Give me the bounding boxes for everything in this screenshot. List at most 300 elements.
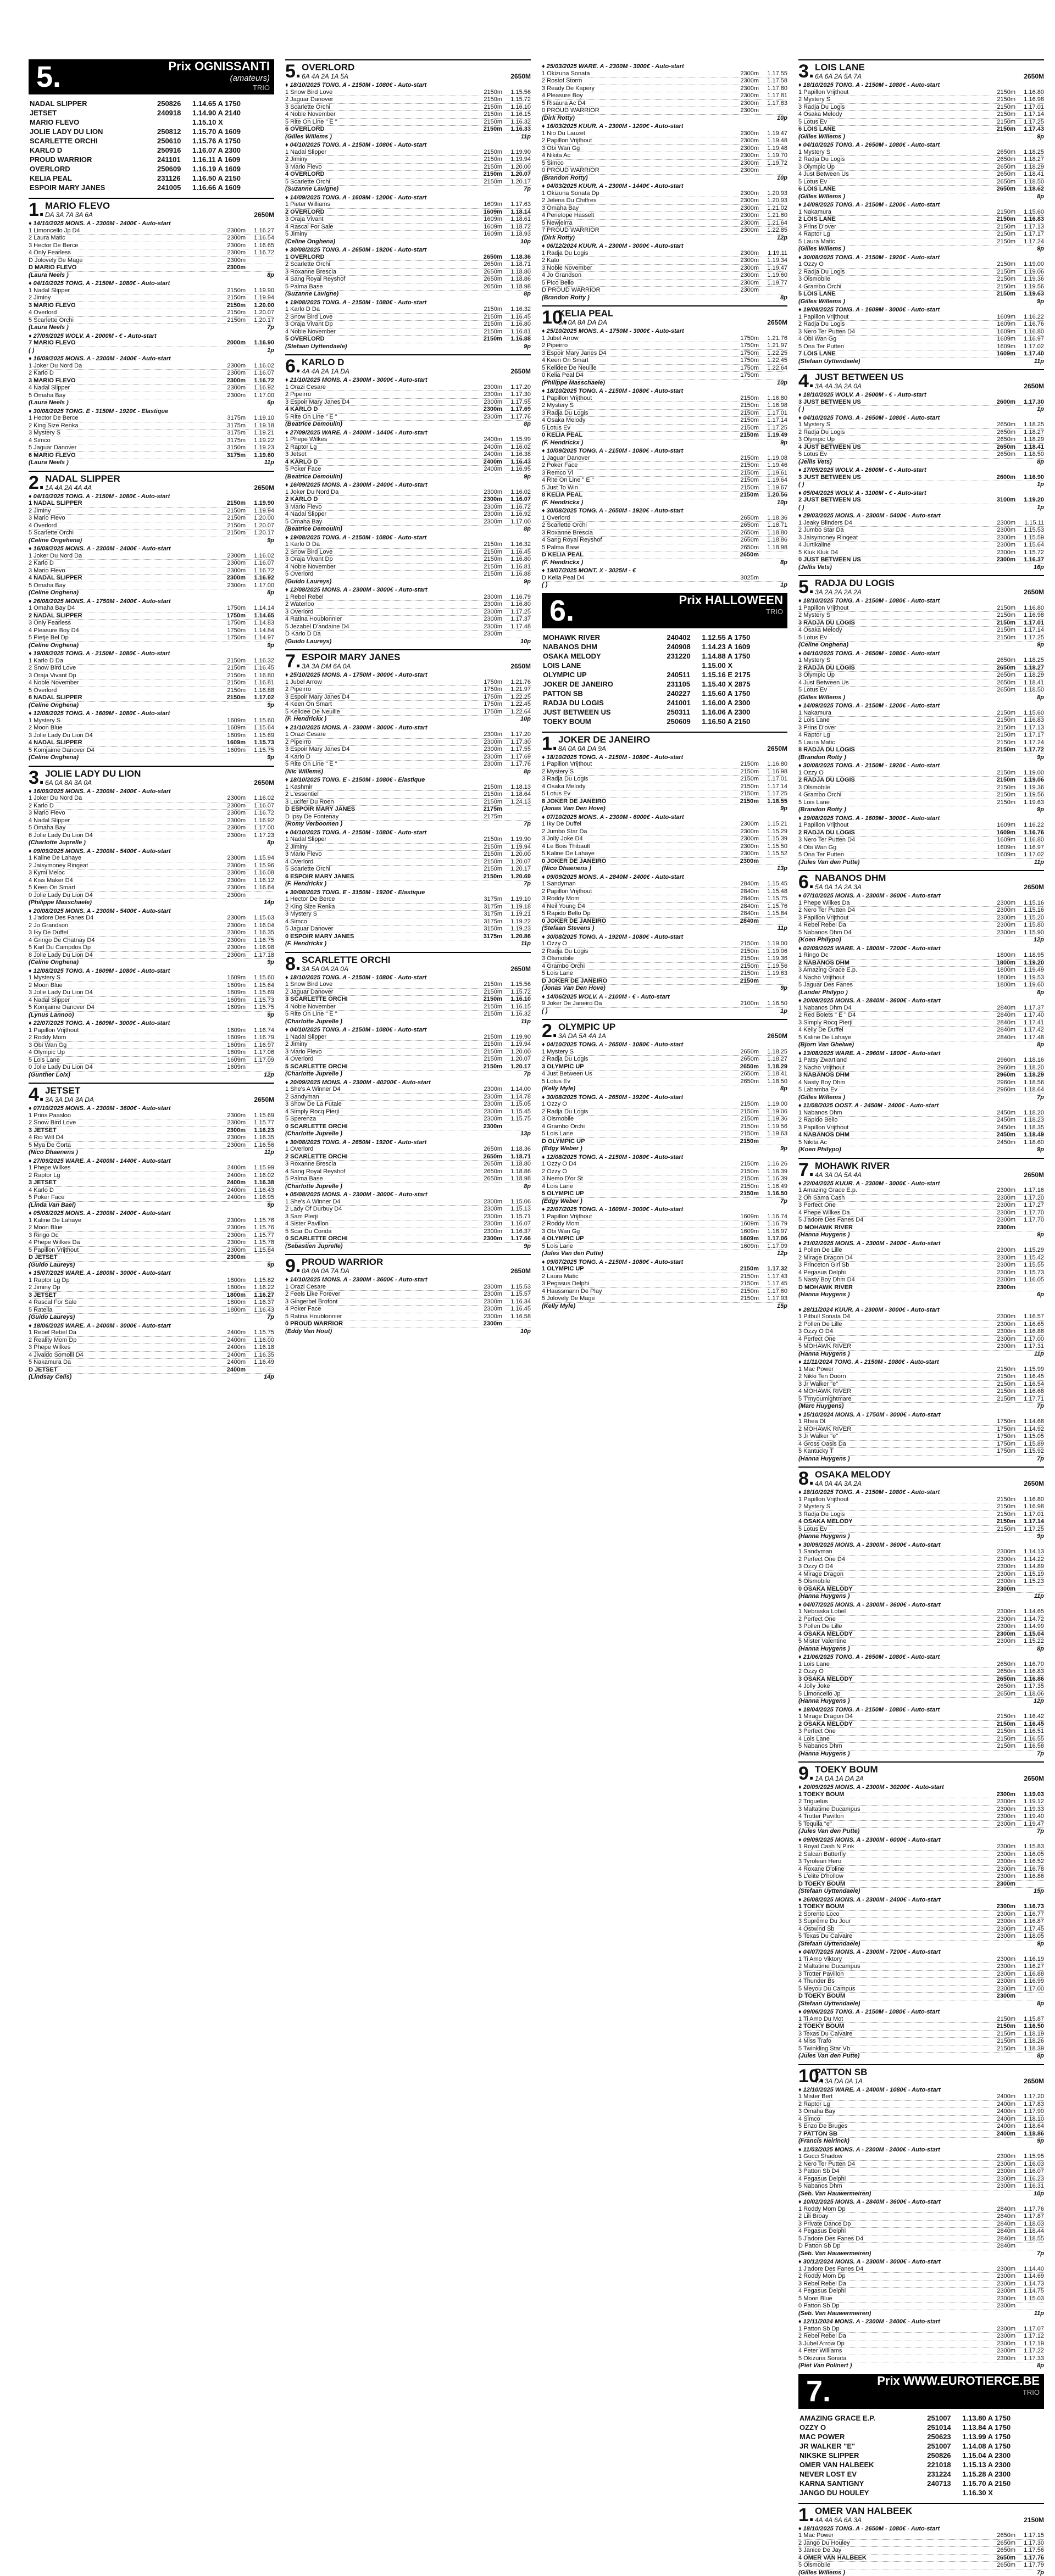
finisher-time: 1.19.61 — [759, 470, 787, 477]
finisher: 3 SCARLETTE ORCHI — [285, 996, 475, 1003]
finisher: 5 Scar Du Corida — [285, 1228, 475, 1235]
finisher-time: 1.15.92 — [1015, 1448, 1044, 1455]
finisher-time: 1.18.25 — [759, 1049, 787, 1056]
finisher-distance: 2150m — [475, 149, 502, 156]
finisher-distance: 2300m — [218, 1119, 246, 1127]
finisher-time: 1.20.17 — [246, 317, 274, 324]
finisher-time: 1.20.07 — [502, 858, 531, 866]
horse-header — [798, 1161, 1044, 1179]
finisher-distance: 2840m — [988, 2206, 1015, 2213]
finisher-time: 1.17.70 — [1015, 1217, 1044, 1224]
finisher-time: 1.15.64 — [1015, 542, 1044, 549]
past-race-footer — [285, 821, 531, 828]
finisher-distance: 2150m — [731, 470, 759, 477]
finisher: D JETSET — [29, 1367, 218, 1374]
past-race-line — [285, 739, 531, 746]
result-horse: KARLO D — [29, 146, 156, 155]
finisher-distance: 1800m — [988, 974, 1015, 982]
finisher: D TOEKY BOUM — [798, 1881, 988, 1888]
finisher-time: 1.15.64 — [246, 724, 274, 732]
finisher-time: 1.16.45 — [502, 549, 531, 556]
finisher-time: 1.15.95 — [1015, 2153, 1044, 2160]
finisher-time: 1.19.72 — [759, 160, 787, 167]
finisher-distance: 2150m — [731, 790, 759, 798]
finisher-time: 1.16.32 — [246, 657, 274, 665]
finisher: 3 Overlord — [285, 609, 475, 616]
finisher: 3 Obi Wan Gg — [542, 145, 731, 152]
finisher-time: 1.17.15 — [1015, 2532, 1044, 2539]
finisher-time: 1.16.52 — [1015, 1858, 1044, 1865]
finisher: 5 Pico Bello — [542, 280, 731, 287]
finisher: 6 Jolie Lady Du Lion D4 — [29, 832, 218, 839]
horse-music: 0A 0A 0A 7A DA — [302, 1267, 510, 1275]
finisher-distance: 2300m — [988, 1918, 1015, 1925]
driver: ( ) — [542, 1008, 780, 1015]
past-race-line — [29, 1337, 274, 1345]
finisher-distance: 2150m — [988, 238, 1015, 246]
finisher-distance: 2300m — [731, 145, 759, 152]
finisher-time: 1.19.12 — [1015, 1798, 1044, 1805]
finisher: 5 Nabanos Dhm — [798, 2183, 988, 2190]
horse-entry — [798, 369, 1044, 571]
past-race-line — [542, 342, 787, 350]
field-size: 11p — [521, 1018, 531, 1025]
finisher-time: 1.16.23 — [1015, 2176, 1044, 2183]
finisher: 2 Jaisymoney Ringeat — [29, 862, 218, 869]
past-race-footer — [798, 1750, 1044, 1758]
past-race-footer — [542, 985, 787, 992]
horse-name-block — [815, 2067, 1024, 2085]
finisher-distance: 2650m — [988, 156, 1015, 163]
finisher-distance: 2650m — [988, 687, 1015, 694]
finisher-distance: 2300m — [475, 616, 502, 623]
horse-name-block — [302, 955, 510, 973]
finisher-time: 1.14.65 — [1015, 1608, 1044, 1615]
result-horse: AMAZING GRACE E.P. — [798, 2413, 926, 2423]
past-race-line — [798, 2532, 1044, 2540]
finisher: 2 JUST BETWEEN US — [798, 497, 988, 504]
finisher-distance: 2300m — [475, 406, 502, 413]
finisher: 1 Phepe Wilkes — [285, 436, 475, 443]
column-3 — [542, 59, 787, 1619]
past-race-footer — [798, 193, 1044, 200]
finisher-time: 1.19.90 — [502, 836, 531, 843]
finisher-time: 1.17.30 — [502, 739, 531, 746]
past-race-line — [798, 1578, 1044, 1586]
finisher-distance: 2150m — [475, 784, 502, 791]
past-race — [798, 1897, 1044, 1948]
race-subtitle: (amateurs) — [69, 74, 270, 83]
finisher-distance: 2300m — [731, 100, 759, 107]
finisher-time: 1.16.75 — [246, 937, 274, 944]
finisher-distance: 2300m — [988, 2176, 1015, 2183]
finisher-distance: 2300m — [731, 85, 759, 92]
past-race-footer — [285, 1243, 531, 1250]
finisher-time: 1.19.33 — [1015, 1806, 1044, 1813]
past-race — [285, 247, 531, 298]
finisher-distance: 2650m — [988, 657, 1015, 664]
finisher: 5 Overlord — [285, 571, 475, 578]
finisher: D MOHAWK RIVER — [798, 1284, 988, 1291]
finisher-time: 1.17.06 — [246, 1049, 274, 1056]
past-race-footer — [29, 347, 274, 354]
finisher-distance: 2300m — [988, 2333, 1015, 2340]
finisher: 2 Laura Matic — [29, 235, 218, 242]
horse-entry — [798, 1761, 1044, 2060]
finisher-time: 1.20.07 — [246, 522, 274, 529]
field-size: 7p — [524, 821, 531, 828]
finisher-distance: 2150m — [988, 231, 1015, 238]
past-race-header: ♦ 18/10/2025 TONG. A - 2150M - 1080€ - Auto-start — [285, 974, 531, 982]
past-race-line — [798, 1918, 1044, 1926]
past-race-line — [798, 1381, 1044, 1389]
past-race-header: ♦ 30/08/2025 TONG. A - 2150M - 1920€ - Auto-start — [798, 254, 1044, 261]
finisher-time: 1.16.77 — [1015, 1911, 1044, 1918]
finisher-distance: 2150m — [475, 571, 502, 578]
past-race-line — [798, 1109, 1044, 1117]
finisher-distance: 2150m — [475, 306, 502, 313]
finisher: 2 Perfect One D4 — [798, 1556, 988, 1563]
finisher-distance: 2300m — [475, 1228, 502, 1235]
past-race-line — [285, 459, 531, 466]
past-race-line — [542, 152, 787, 160]
past-race-line — [798, 1563, 1044, 1571]
past-race-line — [798, 444, 1044, 451]
past-race-header: ♦ 05/04/2025 WOLV. A - 3100M - € - Auto-start — [798, 490, 1044, 497]
finisher-time: 1.17.40 — [1015, 350, 1044, 358]
past-race-line — [29, 515, 274, 522]
finisher-time: 1.19.36 — [1015, 276, 1044, 283]
driver: (Jules Van den Putte) — [798, 2053, 1037, 2060]
finisher: 2 Radja Du Logis — [542, 948, 731, 955]
past-race-line — [798, 2045, 1044, 2053]
driver: (Celine Onghena) — [798, 642, 1037, 649]
finisher-time — [502, 1320, 531, 1328]
finisher-distance: 2650m — [988, 2562, 1015, 2569]
finisher: 0 ESPOIR MARY JANES — [285, 933, 475, 940]
finisher-time: 1.16.88 — [1015, 1971, 1044, 1978]
finisher: 1 Kashmir — [285, 784, 475, 791]
past-race-line — [798, 665, 1044, 672]
finisher-distance: 2650m — [475, 254, 502, 261]
past-race-line — [285, 601, 531, 609]
past-race-line — [542, 850, 787, 858]
driver: (Jellis Vets) — [798, 459, 1037, 466]
finisher-distance: 2300m — [988, 1933, 1015, 1940]
finisher-distance: 2400m — [988, 2123, 1015, 2130]
finisher-distance: 2300m — [218, 929, 246, 936]
past-race-line — [285, 156, 531, 164]
past-race — [798, 1489, 1044, 1540]
past-race-header: ♦ 04/10/2025 TONG. A - 2150M - 1080€ - Auto-start — [29, 280, 274, 287]
finisher: 4 Lois Lane — [798, 1736, 988, 1743]
horse-music: DA 3A 7A 3A 6A — [45, 211, 254, 219]
finisher-time: 1.18.98 — [759, 544, 787, 551]
past-race-header: ♦ 25/03/2025 WARE. A - 2300M - 3000€ - Auto-start — [542, 63, 787, 70]
past-race-line — [798, 1388, 1044, 1396]
finisher: 4 Just Between Us — [798, 679, 988, 687]
finisher: 4 NADAL SLIPPER — [29, 575, 218, 582]
past-race-line — [798, 822, 1044, 829]
finisher: 1 Kaline De Lahaye — [29, 1217, 218, 1224]
past-race-header: ♦ 30/12/2024 MONS. A - 2300M - 3000€ - Auto-start — [798, 2259, 1044, 2266]
finisher-distance: 2300m — [988, 1276, 1015, 1284]
finisher: 4 Osaka Melody — [798, 627, 988, 634]
finisher-time: 1.17.45 — [759, 1280, 787, 1287]
past-race-line — [798, 474, 1044, 482]
finisher: 3 Princeton Girl Sb — [798, 1262, 988, 1269]
finisher-time: 1.19.64 — [759, 477, 787, 484]
finisher: 1 Ozzy O — [798, 770, 988, 777]
finisher-time: 1.17.00 — [246, 392, 274, 399]
finisher: D Ipsy De Fontenay — [285, 813, 475, 821]
finisher: 1 Okizuna Sonata — [542, 70, 731, 77]
finisher: 0 SCARLETTE ORCHI — [285, 1235, 475, 1242]
finisher: 1 Karlo D Da — [29, 657, 218, 665]
past-race-line — [798, 1224, 1044, 1232]
result-time: 1.16.50 A 2150 — [191, 174, 274, 183]
finisher-distance: 2300m — [218, 824, 246, 832]
horse-entry — [542, 59, 787, 301]
horse-header — [29, 1086, 274, 1103]
past-race-line — [542, 280, 787, 287]
past-race-header: ♦ 04/10/2025 TONG. A - 2650M - 1080€ - Auto-start — [798, 142, 1044, 149]
finisher: 4 Simco — [285, 918, 475, 925]
finisher-distance: 2150m — [475, 981, 502, 988]
finisher-distance: 2300m — [731, 265, 759, 272]
finisher-distance: 1609m — [988, 837, 1015, 844]
finisher-distance: 2300m — [218, 384, 246, 392]
finisher-time — [759, 287, 787, 294]
finisher: 1 Mystery S — [29, 717, 218, 724]
past-race-header: ♦ 06/12/2024 KUUR. A - 2300M - 3000€ - Auto-start — [542, 243, 787, 250]
past-race-line — [542, 903, 787, 911]
past-race-line — [798, 2333, 1044, 2340]
finisher-distance: 2300m — [988, 1843, 1015, 1850]
past-race-footer — [285, 473, 531, 481]
finisher-time: 1.17.01 — [1015, 1511, 1044, 1518]
horse-header — [29, 474, 274, 492]
past-race-line — [798, 1866, 1044, 1874]
past-race-line — [798, 1548, 1044, 1556]
finisher: 4 Only Fearless — [29, 249, 218, 257]
finisher-time: 1.15.99 — [502, 436, 531, 443]
finisher-time: 1.19.10 — [502, 896, 531, 903]
finisher-time: 1.16.58 — [1015, 1743, 1044, 1750]
finisher: 2 Radja Du Logis — [798, 429, 988, 436]
finisher: 3 JUST BETWEEN US — [798, 399, 988, 406]
finisher: 2 Snow Bird Love — [29, 1119, 218, 1127]
finisher-distance: 2150m — [988, 1388, 1015, 1395]
past-race-line — [798, 1262, 1044, 1269]
driver: (Lindsay Celis) — [29, 1374, 264, 1381]
horse-entry — [285, 952, 531, 1250]
horse-distance: 2650M — [1024, 588, 1044, 596]
finisher-time: 1.17.02 — [246, 694, 274, 701]
finisher: 4 Ostwind Sb — [798, 1926, 988, 1933]
finisher-time: 1.18.86 — [759, 537, 787, 544]
past-race-line — [285, 451, 531, 459]
finisher-time: 1.15.52 — [759, 850, 787, 857]
past-race-line — [542, 145, 787, 153]
finisher-distance: 2300m — [475, 1235, 502, 1242]
past-race-footer — [29, 754, 274, 761]
driver: (Kelly Myle) — [542, 1085, 780, 1092]
finisher-distance: 2150m — [988, 710, 1015, 717]
finisher-time: 1.16.88 — [246, 687, 274, 694]
finisher: D Patton Sb Dp — [798, 2243, 988, 2250]
result-row — [29, 183, 274, 192]
past-race-footer — [798, 859, 1044, 866]
finisher-time: 1.18.41 — [1015, 444, 1044, 451]
past-race-line — [798, 960, 1044, 967]
past-race-line — [285, 609, 531, 616]
past-race-line — [798, 1661, 1044, 1669]
result-row — [798, 2488, 1044, 2497]
finisher-distance: 2300m — [988, 1336, 1015, 1343]
finisher-distance: 2150m — [475, 328, 502, 336]
finisher-distance: 2150m — [731, 1168, 759, 1175]
result-row — [542, 651, 787, 661]
result-time: 1.14.65 A 1750 — [191, 99, 274, 108]
finisher-time: 1.15.94 — [246, 855, 274, 862]
past-race — [29, 650, 274, 709]
finisher-time: 1.21.97 — [502, 686, 531, 693]
finisher: 4 Perfect One — [798, 1336, 988, 1343]
past-race — [285, 82, 531, 140]
past-race-header: ♦ 16/09/2025 MONS. A - 2300M - 2400€ - Auto-start — [29, 355, 274, 363]
finisher: 2 Pipeirro — [285, 739, 475, 746]
field-size: 15p — [1034, 1888, 1044, 1895]
finisher: 0 Patton Sb Dp — [798, 2302, 988, 2310]
past-race — [29, 1323, 274, 1381]
finisher-distance: 2650m — [731, 1070, 759, 1078]
finisher: 4 Nadal Slipper — [285, 511, 475, 518]
finisher: 0 JOKER DE JANEIRO — [542, 918, 731, 925]
finisher-time: 1.16.32 — [502, 119, 531, 126]
finisher-distance: 2650m — [731, 1049, 759, 1056]
field-size: 9p — [1037, 2138, 1044, 2145]
finisher-distance: 2150m — [731, 948, 759, 955]
finisher: 1 Papillon Vrijthout — [798, 822, 988, 829]
finisher-time: 1.16.32 — [502, 306, 531, 313]
finisher-distance: 2300m — [988, 2302, 1015, 2310]
finisher: 4 Raptor Lg — [798, 231, 988, 238]
finisher-distance: 2300m — [988, 922, 1015, 929]
finisher-distance: 2300m — [731, 280, 759, 287]
past-race-line — [285, 1175, 531, 1183]
finisher-distance: 2450m — [988, 1124, 1015, 1131]
finisher-distance: 2650m — [475, 276, 502, 283]
result-horse: RADJA DU LOGIS — [542, 698, 665, 707]
past-race-line — [798, 2281, 1044, 2288]
finisher: 1 Rebel Rebel — [285, 594, 475, 601]
finisher-distance: 1800m — [988, 967, 1015, 974]
finisher-time: 1.19.48 — [759, 137, 787, 144]
horse-distance: 2650M — [767, 745, 787, 752]
past-race-line — [798, 605, 1044, 612]
past-race — [542, 123, 787, 181]
finisher: 2 Red Bolets " E " D4 — [798, 1012, 988, 1019]
finisher-time: 1.18.62 — [1015, 186, 1044, 193]
finisher-distance: 2650m — [731, 515, 759, 522]
result-time: 1.12.55 A 1750 — [701, 633, 787, 642]
finisher-distance: 1750m — [475, 701, 502, 708]
horse-music: 8A 0A 0A DA 9A — [558, 745, 767, 752]
past-race — [798, 997, 1044, 1049]
finisher-distance: 2150m — [475, 844, 502, 851]
past-race-line — [542, 1288, 787, 1296]
horse-music: 5A 0A 1A 2A 3A — [815, 883, 1024, 891]
past-race-line — [798, 1933, 1044, 1941]
finisher-distance: 2650m — [988, 1661, 1015, 1668]
finisher-distance: 2150m — [988, 111, 1015, 118]
finisher: 3 Mario Flevo — [285, 504, 475, 511]
finisher-time: 1.16.83 — [1015, 1668, 1044, 1675]
finisher: 3 Jubel Arrow Dp — [798, 2340, 988, 2348]
finisher-time — [502, 806, 531, 813]
finisher: 1 Roddy Mom Dp — [798, 2206, 988, 2213]
finisher-time: 1.17.55 — [502, 746, 531, 753]
field-size: 7p — [267, 324, 274, 331]
past-race — [29, 220, 274, 278]
past-race-footer — [285, 421, 531, 428]
finisher: 2 Salcan Butterfly — [798, 1851, 988, 1858]
finisher-time: 1.16.35 — [246, 1134, 274, 1141]
finisher: 1 Omaha Bay D4 — [29, 605, 218, 612]
finisher: 5 Newjeirra — [542, 220, 731, 227]
finisher-time — [1015, 1881, 1044, 1888]
past-race-line — [542, 365, 787, 372]
driver: (Romy Verboomen ) — [285, 821, 524, 828]
finisher-distance: 3175m — [475, 933, 502, 940]
finisher-distance: 2150m — [475, 1049, 502, 1056]
past-race-line — [798, 283, 1044, 291]
finisher-distance: 1609m — [988, 314, 1015, 321]
finisher-distance: 1609m — [731, 1243, 759, 1250]
past-race-footer — [798, 1403, 1044, 1410]
field-size: 12p — [264, 1072, 274, 1079]
finisher: 2 Scarlette Orchi — [285, 261, 475, 268]
driver: (Gilles Willems ) — [798, 1094, 1037, 1101]
past-race-footer — [798, 133, 1044, 141]
past-race-line — [285, 918, 531, 926]
past-race-header: ♦ 16/09/2025 MONS. A - 2300M - 2400€ - Auto-start — [29, 788, 274, 795]
finisher-time: 1.20.00 — [246, 515, 274, 522]
past-race — [798, 202, 1044, 253]
past-race-line — [798, 1881, 1044, 1888]
finisher-time: 1.16.02 — [246, 1172, 274, 1179]
finisher-distance: 2300m — [988, 1638, 1015, 1645]
finisher-time: 1.17.14 — [759, 783, 787, 790]
past-race-footer — [285, 940, 531, 947]
finisher: 2 Moon Blue — [29, 1224, 218, 1231]
finisher-time: 1.19.00 — [1015, 261, 1044, 268]
past-race-line — [798, 1623, 1044, 1631]
past-race-line — [798, 1321, 1044, 1329]
finisher: 5 Ratina Houblonnier — [285, 1313, 475, 1320]
finisher: 3 Omaha Bay — [798, 2108, 988, 2115]
past-race-line — [285, 851, 531, 858]
horse-distance: 2650M — [254, 779, 274, 787]
past-race-header: ♦ 04/10/2025 TONG. A - 2650M - 1080€ - Auto-start — [542, 1041, 787, 1049]
finisher: 3 Ozzy O D4 — [798, 1563, 988, 1570]
finisher-time: 1.17.09 — [246, 1057, 274, 1064]
finisher: 4 Nadal Slipper — [29, 817, 218, 824]
finisher-time: 1.18.36 — [502, 254, 531, 261]
finisher: 3 MARIO FLEVO — [29, 302, 218, 309]
finisher-time: 1.17.25 — [1015, 1526, 1044, 1533]
